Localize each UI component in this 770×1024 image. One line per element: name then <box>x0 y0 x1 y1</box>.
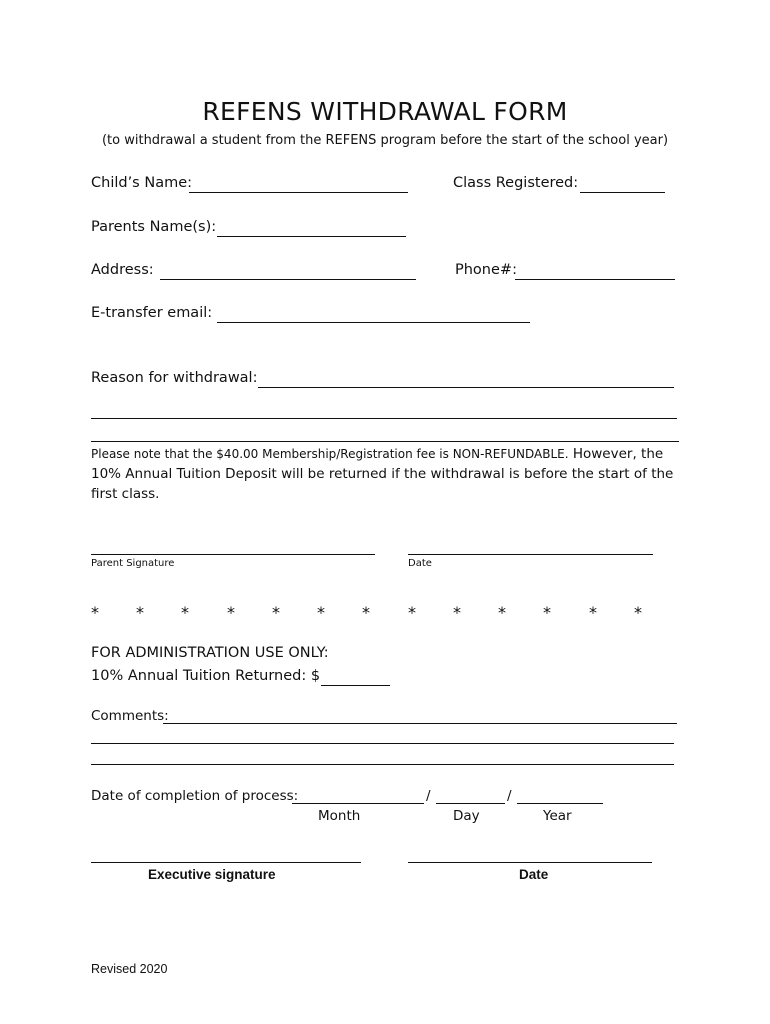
separator-star: * <box>272 603 280 622</box>
separator-star: * <box>317 603 325 622</box>
separator-star: * <box>362 603 370 622</box>
reason-field-line-2[interactable] <box>91 418 677 419</box>
reason-field-line-3[interactable] <box>91 441 679 442</box>
executive-signature-label: Executive signature <box>148 867 276 882</box>
separator-star: * <box>634 603 642 622</box>
address-label: Address: <box>91 262 154 278</box>
address-field[interactable] <box>160 279 416 280</box>
tuition-returned-label: 10% Annual Tuition Returned: $ <box>91 668 321 684</box>
class-registered-label: Class Registered: <box>453 175 579 191</box>
child-name-label: Child’s Name: <box>91 175 193 191</box>
separator-star: * <box>181 603 189 622</box>
parents-names-label: Parents Name(s): <box>91 219 217 235</box>
form-subtitle: (to withdrawal a student from the REFENS program before the start of the school year) <box>101 133 669 148</box>
date-slash: / <box>426 788 431 804</box>
separator-star: * <box>136 603 144 622</box>
executive-signature-line[interactable] <box>91 862 361 863</box>
refund-notice-fee: Please note that the $40.00 Membership/Registration fee is NON-REFUNDABLE. <box>91 447 569 461</box>
completion-year-field[interactable] <box>517 803 603 804</box>
refund-notice <box>91 444 691 504</box>
separator-star: * <box>227 603 235 622</box>
completion-date-label: Date of completion of process: <box>91 788 299 804</box>
parent-signature-line[interactable] <box>91 554 375 555</box>
month-caption: Month <box>318 808 361 824</box>
parent-signature-label: Parent Signature <box>91 558 175 569</box>
date-slash: / <box>507 788 512 804</box>
tuition-returned-field[interactable] <box>321 685 390 686</box>
executive-date-line[interactable] <box>408 862 652 863</box>
admin-heading: FOR ADMINISTRATION USE ONLY: <box>91 645 329 661</box>
class-registered-field[interactable] <box>580 192 665 193</box>
separator-star: * <box>589 603 597 622</box>
phone-label: Phone#: <box>455 262 517 278</box>
comments-label: Comments: <box>91 708 169 724</box>
separator-star: * <box>543 603 551 622</box>
reason-field-line-1[interactable] <box>258 387 674 388</box>
completion-day-field[interactable] <box>436 803 505 804</box>
child-name-field[interactable] <box>189 192 408 193</box>
completion-month-field[interactable] <box>292 803 424 804</box>
phone-field[interactable] <box>515 279 675 280</box>
etransfer-email-label: E-transfer email: <box>91 305 213 321</box>
day-caption: Day <box>453 808 480 824</box>
separator-star: * <box>408 603 416 622</box>
executive-date-label: Date <box>519 867 549 882</box>
form-title: REFENS WITHDRAWAL FORM <box>202 97 568 126</box>
separator-star: * <box>453 603 461 622</box>
year-caption: Year <box>543 808 572 824</box>
comments-field-line-1[interactable] <box>163 723 677 724</box>
parent-date-line[interactable] <box>408 554 653 555</box>
separator-star: * <box>498 603 506 622</box>
comments-field-line-2[interactable] <box>91 743 674 744</box>
separator-star: * <box>91 603 99 622</box>
revised-note: Revised 2020 <box>91 962 168 976</box>
etransfer-email-field[interactable] <box>217 322 530 323</box>
reason-label: Reason for withdrawal: <box>91 370 258 386</box>
parent-date-label: Date <box>408 558 432 569</box>
comments-field-line-3[interactable] <box>91 764 674 765</box>
refund-notice-deposit: However, the 10% Annual Tuition Deposit will be returned if the withdrawal is before the start of the first class. <box>91 446 674 502</box>
parents-names-field[interactable] <box>217 236 406 237</box>
